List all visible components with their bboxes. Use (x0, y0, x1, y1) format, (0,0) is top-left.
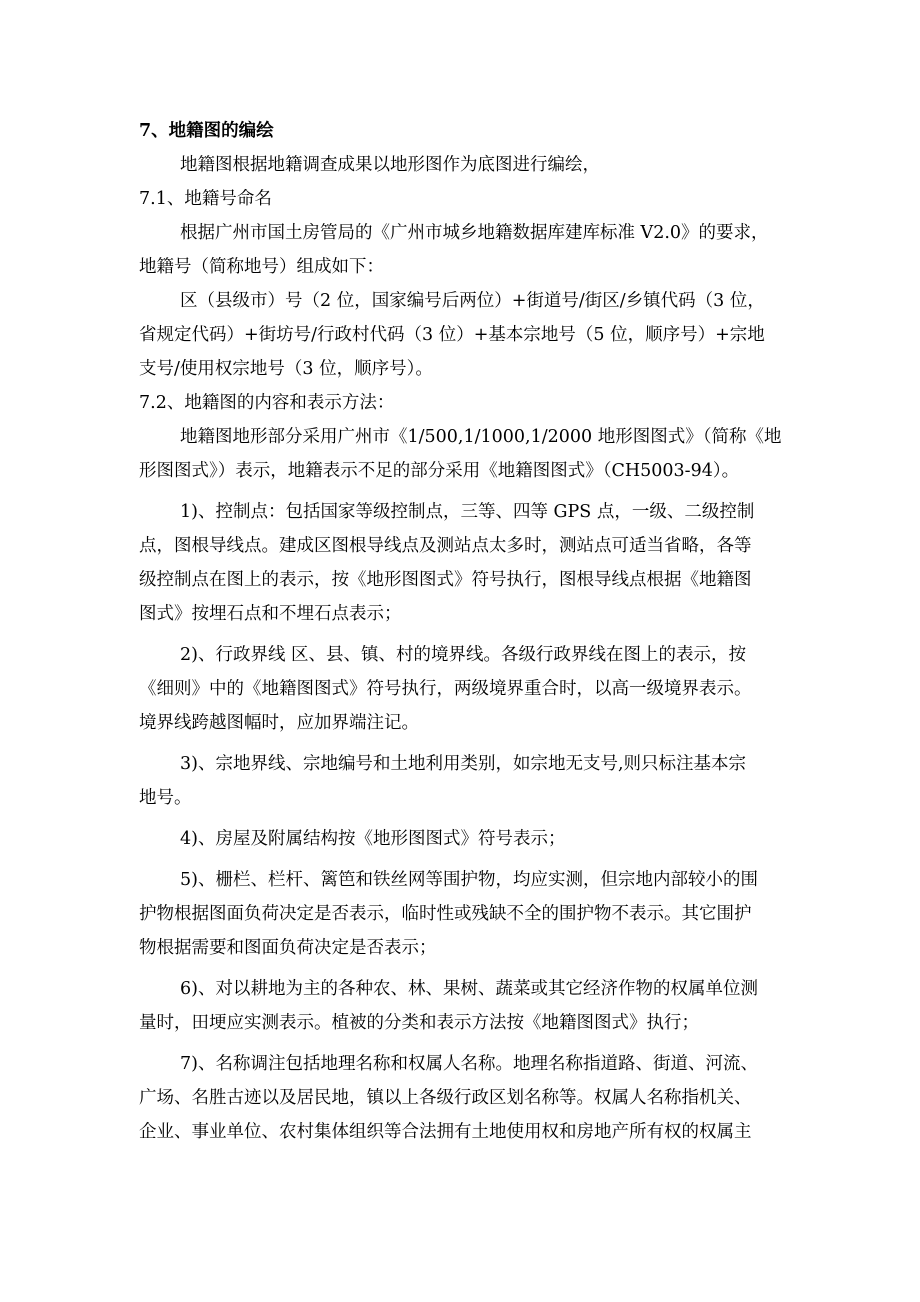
subsection-heading: 7.1、地籍号命名 (139, 189, 272, 209)
list-item-line: 7)、名称调注包括地理名称和权属人名称。地理名称指道路、街道、河流、 (180, 1054, 758, 1074)
paragraph-line: 形图图式》）表示，地籍表示不足的部分采用《地籍图图式》（CH5003-94）。 (139, 461, 740, 481)
paragraph-line: 境界线跨越图幅时，应加界端注记。 (139, 713, 419, 733)
paragraph-line: 省规定代码）+街坊号/行政村代码（3 位）+基本宗地号（5 位，顺序号）+宗地 (139, 325, 765, 345)
paragraph-line: 地籍图地形部分采用广州市《1/500,1/1000,1/2000 地形图图式》（简称《地 (180, 427, 782, 447)
paragraph-line: 物根据需要和图面负荷决定是否表示； (139, 938, 437, 958)
paragraph-line: 《细则》中的《地籍图图式》符号执行，两级境界重合时，以高一级境界表示。 (139, 679, 752, 699)
paragraph-line: 量时，田埂应实测表示。植被的分类和表示方法按《地籍图图式》执行； (139, 1013, 699, 1033)
paragraph-line: 区（县级市）号（2 位，国家编号后两位）+街道号/街区/乡镇代码（3 位， (180, 291, 765, 311)
list-item-line: 5)、栅栏、栏杆、篱笆和铁丝网等围护物，均应实测，但宗地内部较小的围 (180, 870, 758, 890)
list-item-line: 6)、对以耕地为主的各种农、林、果树、蔬菜或其它经济作物的权属单位测 (180, 979, 758, 999)
paragraph-line: 广场、名胜古迹以及居民地，镇以上各级行政区划名称等。权属人名称指机关、 (139, 1088, 752, 1108)
paragraph-line: 级控制点在图上的表示，按《地形图图式》符号执行，图根导线点根据《地籍图 (139, 570, 752, 590)
paragraph-line: 地籍图根据地籍调查成果以地形图作为底图进行编绘， (180, 155, 600, 175)
paragraph-line: 支号/使用权宗地号（3 位，顺序号）。 (139, 359, 433, 379)
list-item-line: 1)、控制点：包括国家等级控制点，三等、四等 GPS 点，一级、二级控制 (180, 502, 755, 522)
document-body (139, 114, 789, 1149)
paragraph-line: 点，图根导线点。建成区图根导线点及测站点太多时，测站点可适当省略，各等 (139, 536, 752, 556)
paragraph-line: 企业、事业单位、农村集体组织等合法拥有土地使用权和房地产所有权的权属主 (139, 1122, 752, 1142)
paragraph-line: 图式》按埋石点和不埋石点表示； (139, 604, 402, 624)
list-item-line: 4)、房屋及附属结构按《地形图图式》符号表示； (180, 829, 566, 849)
paragraph-line: 护物根据图面负荷决定是否表示，临时性或残缺不全的围护物不表示。其它围护 (139, 904, 752, 924)
paragraph-line: 地籍号（简称地号）组成如下： (139, 257, 384, 277)
list-item-line: 3)、宗地界线、宗地编号和土地利用类别，如宗地无支号,则只标注基本宗 (180, 754, 747, 774)
paragraph-line: 根据广州市国土房管局的《广州市城乡地籍数据库建库标准 V2.0》的要求， (180, 223, 769, 243)
subsection-heading: 7.2、地籍图的内容和表示方法： (139, 393, 395, 413)
paragraph-line: 地号。 (139, 788, 192, 808)
section-heading: 7、地籍图的编绘 (139, 121, 274, 141)
list-item-line: 2)、行政界线 区、县、镇、村的境界线。各级行政界线在图上的表示，按 (180, 645, 747, 665)
